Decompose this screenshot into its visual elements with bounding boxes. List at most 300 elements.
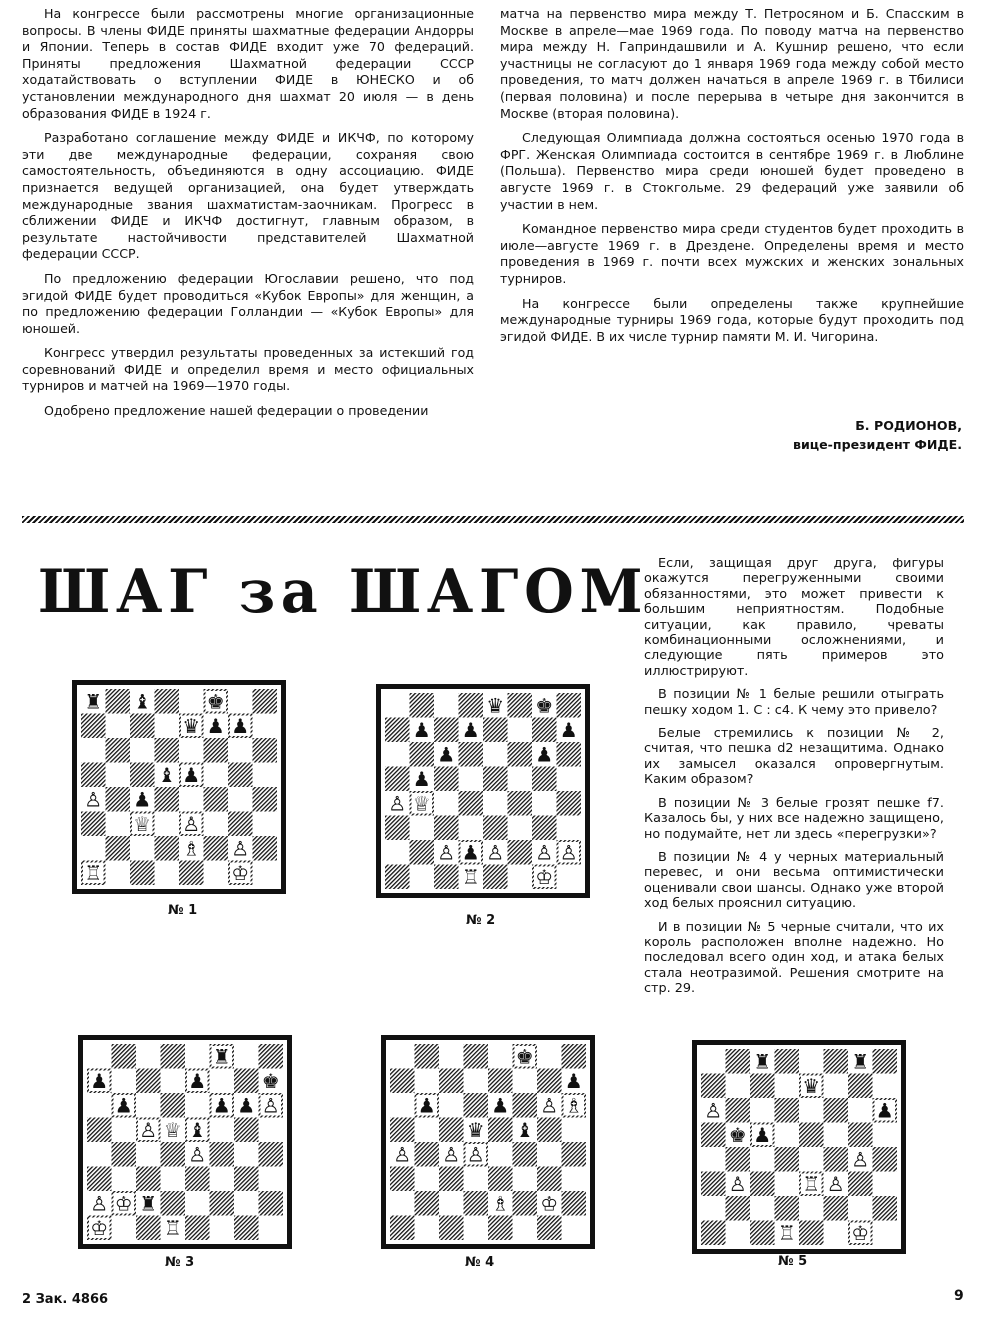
light-square [750, 1147, 775, 1172]
black-king-g8-icon: ♚ [535, 693, 554, 718]
dark-square [259, 1044, 284, 1069]
light-square [253, 714, 278, 739]
puzzle-description [644, 556, 944, 1005]
light-square [253, 812, 278, 837]
black-king-b5-icon: ♚ [728, 1122, 747, 1147]
light-square [385, 693, 410, 718]
puzzle-paragraph: Белые стремились к позиции № 2, считая, что пешка d2 незащитима. Однако их замысел оказался опровергнутым. Каким образом? [644, 726, 944, 788]
white-pawn-e4-icon: ♙ [188, 1142, 207, 1167]
dark-square [513, 1142, 538, 1167]
dark-square [410, 840, 435, 865]
dark-square [726, 1147, 751, 1172]
black-bishop-e5-icon: ♝ [188, 1117, 207, 1142]
light-square [253, 763, 278, 788]
light-square [106, 861, 131, 886]
light-square [848, 1098, 873, 1123]
light-square [537, 1142, 562, 1167]
light-square [557, 816, 582, 841]
dark-square [726, 1098, 751, 1123]
black-king-f8-icon: ♚ [206, 689, 225, 714]
light-square [112, 1118, 137, 1143]
dark-square [130, 763, 155, 788]
dark-square [848, 1074, 873, 1099]
light-square [136, 1044, 161, 1069]
white-king-g1-icon: ♔ [231, 860, 250, 885]
article-paragraph: Разработано соглашение между ФИДЕ и ИКЧФ, по которому эти две международные федерации, сохраняя свою самостоятельность, объединяются в одну ассоциацию. ФИДЕ признается ведущей организацией, она будет утверждать международные звания шахматистам-заочникам. Прогресс в сближении ФИДЕ и ИКЧФ достигнут, главным образом, в результате настойчивости представителей Шахматной федерации СССР. [22, 130, 474, 262]
dark-square [532, 816, 557, 841]
black-rook-c8-icon: ♜ [753, 1049, 772, 1074]
white-pawn-a4-icon: ♙ [393, 1142, 412, 1167]
white-pawn-a4-icon: ♙ [388, 791, 407, 816]
dark-square [410, 742, 435, 767]
dark-square [204, 836, 229, 861]
dark-square [390, 1118, 415, 1143]
light-square [799, 1098, 824, 1123]
black-queen-e7-icon: ♛ [182, 713, 201, 738]
chess-diagram-3 [78, 1035, 292, 1249]
white-pawn-c2-icon: ♙ [437, 840, 456, 865]
dark-square [701, 1123, 726, 1148]
dark-square [557, 742, 582, 767]
dark-square [537, 1216, 562, 1241]
dark-square [824, 1049, 849, 1074]
light-square [112, 1216, 137, 1241]
white-pawn-d4-icon: ♙ [466, 1142, 485, 1167]
white-pawn-a6-icon: ♙ [704, 1098, 723, 1123]
light-square [562, 1118, 587, 1143]
light-square [410, 816, 435, 841]
dark-square [775, 1098, 800, 1123]
dark-square [185, 1216, 210, 1241]
dark-square [87, 1167, 112, 1192]
light-square [112, 1167, 137, 1192]
light-square [210, 1069, 235, 1094]
diagram-caption: № 2 [466, 913, 496, 928]
dark-square [750, 1172, 775, 1197]
light-square [508, 865, 533, 890]
light-square [873, 1221, 898, 1246]
dark-square [562, 1191, 587, 1216]
dark-square [508, 791, 533, 816]
black-rook-f8-icon: ♜ [212, 1044, 231, 1069]
black-rook-g8-icon: ♜ [851, 1049, 870, 1074]
light-square [410, 865, 435, 890]
light-square [155, 861, 180, 886]
dark-square [557, 693, 582, 718]
light-square [253, 861, 278, 886]
dark-square [161, 1044, 186, 1069]
light-square [513, 1216, 538, 1241]
dark-square [155, 689, 180, 714]
dark-square [253, 738, 278, 763]
dark-square [204, 787, 229, 812]
dark-square [824, 1147, 849, 1172]
light-square [726, 1074, 751, 1099]
white-king-g2-icon: ♔ [540, 1191, 559, 1216]
white-king-a1-icon: ♔ [90, 1215, 109, 1240]
article-paragraph: На конгрессе были определены также крупнейшие международные турниры 1969 года, которые будут проходить под эгидой ФИДЕ. В их числе турнир памяти М. И. Чигорина. [500, 295, 964, 344]
light-square [873, 1172, 898, 1197]
white-pawn-f3-icon: ♙ [826, 1171, 845, 1196]
light-square [848, 1196, 873, 1221]
article-paragraph: На конгрессе были рассмотрены многие организационные вопросы. В члены ФИДЕ приняты шахматные федерации Андорры и Японии. Теперь в состав ФИДЕ входит уже 70 федераций. Приняты предложения Шахматной федерации СССР ходатайствовать о вступлении ФИДЕ в ЮНЕСКО и об установлении международного дня шахмат 20 июля — в день образования ФИДЕ в 1924 г. [22, 6, 474, 121]
light-square [508, 767, 533, 792]
light-square [873, 1123, 898, 1148]
dark-square [873, 1196, 898, 1221]
light-square [439, 1191, 464, 1216]
white-rook-d1-icon: ♖ [461, 864, 480, 889]
black-pawn-f6-icon: ♟ [212, 1093, 231, 1118]
light-square [483, 791, 508, 816]
white-pawn-c5-icon: ♙ [139, 1117, 158, 1142]
dark-square [112, 1044, 137, 1069]
light-square [234, 1191, 259, 1216]
diagram-caption: № 5 [778, 1254, 808, 1269]
chessboard [390, 1044, 586, 1240]
white-pawn-e2-icon: ♙ [486, 840, 505, 865]
light-square [508, 816, 533, 841]
white-rook-d1-icon: ♖ [777, 1220, 796, 1245]
dark-square [701, 1074, 726, 1099]
light-square [415, 1118, 440, 1143]
light-square [210, 1118, 235, 1143]
white-pawn-g2-icon: ♙ [231, 836, 250, 861]
white-pawn-c4-icon: ♙ [442, 1142, 461, 1167]
light-square [434, 791, 459, 816]
dark-square [873, 1049, 898, 1074]
black-queen-d5-icon: ♛ [466, 1117, 485, 1142]
light-square [259, 1216, 284, 1241]
light-square [415, 1167, 440, 1192]
dark-square [106, 787, 131, 812]
light-square [799, 1049, 824, 1074]
light-square [130, 738, 155, 763]
dark-square [385, 865, 410, 890]
black-pawn-h7-icon: ♟ [564, 1068, 583, 1093]
dark-square [824, 1098, 849, 1123]
black-pawn-h6-icon: ♟ [875, 1098, 894, 1123]
light-square [459, 816, 484, 841]
chess-diagram-2 [376, 684, 590, 898]
dark-square [81, 714, 106, 739]
black-queen-e8-icon: ♛ [486, 693, 505, 718]
black-king-f8-icon: ♚ [515, 1044, 534, 1069]
black-bishop-f5-icon: ♝ [515, 1117, 534, 1142]
white-queen-c3-icon: ♕ [133, 811, 152, 836]
dark-square [253, 787, 278, 812]
white-queen-b4-icon: ♕ [412, 791, 431, 816]
light-square [701, 1196, 726, 1221]
dark-square [106, 836, 131, 861]
light-square [155, 812, 180, 837]
dark-square [136, 1216, 161, 1241]
dark-square [434, 767, 459, 792]
white-pawn-g6-icon: ♙ [540, 1093, 559, 1118]
light-square [155, 714, 180, 739]
dark-square [434, 718, 459, 743]
dark-square [464, 1044, 489, 1069]
dark-square [106, 738, 131, 763]
dark-square [385, 718, 410, 743]
light-square [701, 1049, 726, 1074]
dark-square [112, 1142, 137, 1167]
dark-square [259, 1191, 284, 1216]
dark-square [848, 1172, 873, 1197]
dark-square [488, 1118, 513, 1143]
light-square [204, 763, 229, 788]
light-square [488, 1044, 513, 1069]
light-square [557, 767, 582, 792]
dark-square [750, 1221, 775, 1246]
black-pawn-b7-icon: ♟ [412, 717, 431, 742]
dark-square [799, 1221, 824, 1246]
white-pawn-b3-icon: ♙ [728, 1171, 747, 1196]
dark-square [701, 1221, 726, 1246]
dark-square [234, 1167, 259, 1192]
light-square [434, 693, 459, 718]
dark-square [439, 1118, 464, 1143]
light-square [824, 1123, 849, 1148]
white-pawn-a2-icon: ♙ [90, 1191, 109, 1216]
article-paragraph: Следующая Олимпиада должна состояться осенью 1970 года в ФРГ. Женская Олимпиада состоится в сентябре 1969 г. в Люблине (Польша). Первенство мира среди юношей будет проведено в августе 1969 г. в Стокгольме. 29 федераций уже заявили об участии в нем. [500, 130, 964, 212]
light-square [390, 1093, 415, 1118]
black-pawn-d2-icon: ♟ [461, 840, 480, 865]
dark-square [210, 1191, 235, 1216]
chessboard [701, 1049, 897, 1245]
dark-square [562, 1044, 587, 1069]
light-square [726, 1221, 751, 1246]
dark-square [390, 1069, 415, 1094]
black-king-h7-icon: ♚ [261, 1068, 280, 1093]
dark-square [557, 791, 582, 816]
light-square [130, 836, 155, 861]
light-square [439, 1093, 464, 1118]
black-rook-c2-icon: ♜ [139, 1191, 158, 1216]
light-square [81, 738, 106, 763]
light-square [488, 1142, 513, 1167]
dark-square [726, 1196, 751, 1221]
dark-square [508, 693, 533, 718]
light-square [464, 1069, 489, 1094]
black-pawn-a7-icon: ♟ [90, 1068, 109, 1093]
dark-square [410, 693, 435, 718]
chessboard [81, 689, 277, 885]
dark-square [136, 1167, 161, 1192]
white-bishop-e2-icon: ♗ [491, 1191, 510, 1216]
white-bishop-h6-icon: ♗ [564, 1093, 583, 1118]
light-square [775, 1074, 800, 1099]
dark-square [726, 1049, 751, 1074]
black-pawn-b5-icon: ♟ [412, 766, 431, 791]
diagram-caption: № 4 [465, 1255, 495, 1270]
light-square [87, 1044, 112, 1069]
light-square [81, 836, 106, 861]
dark-square [390, 1216, 415, 1241]
puzzle-paragraph: В позиции № 3 белые грозят пешке f7. Казалось бы, у них все надежно защищено, но подумайте, нет ли здесь «перегрузки»? [644, 795, 944, 842]
black-pawn-f7-icon: ♟ [206, 713, 225, 738]
dark-square [234, 1118, 259, 1143]
dark-square [259, 1142, 284, 1167]
dark-square [701, 1172, 726, 1197]
dark-square [537, 1118, 562, 1143]
black-pawn-g6-icon: ♟ [535, 742, 554, 767]
puzzle-paragraph: В позиции № 1 белые решили отыграть пешку ходом 1. С : c4. К чему это привело? [644, 687, 944, 718]
light-square [799, 1147, 824, 1172]
dark-square [488, 1167, 513, 1192]
light-square [185, 1191, 210, 1216]
black-rook-a8-icon: ♜ [84, 689, 103, 714]
light-square [210, 1216, 235, 1241]
dark-square [434, 865, 459, 890]
white-king-b2-icon: ♔ [114, 1191, 133, 1216]
black-pawn-e6-icon: ♟ [491, 1093, 510, 1118]
light-square [228, 787, 253, 812]
black-pawn-c5-icon: ♟ [753, 1122, 772, 1147]
dark-square [234, 1069, 259, 1094]
white-rook-e3-icon: ♖ [802, 1171, 821, 1196]
light-square [513, 1069, 538, 1094]
light-square [204, 861, 229, 886]
light-square [210, 1167, 235, 1192]
dark-square [775, 1147, 800, 1172]
light-square [185, 1044, 210, 1069]
black-pawn-e7-icon: ♟ [188, 1068, 207, 1093]
article-right-column [500, 6, 964, 353]
light-square [179, 689, 204, 714]
dark-square [537, 1069, 562, 1094]
dark-square [508, 742, 533, 767]
light-square [136, 1142, 161, 1167]
dark-square [415, 1044, 440, 1069]
black-pawn-g6-icon: ♟ [237, 1093, 256, 1118]
light-square [259, 1118, 284, 1143]
light-square [775, 1123, 800, 1148]
light-square [439, 1044, 464, 1069]
dark-square [415, 1191, 440, 1216]
diagram-caption: № 1 [168, 903, 198, 918]
white-rook-a1-icon: ♖ [84, 860, 103, 885]
light-square [415, 1216, 440, 1241]
dark-square [204, 738, 229, 763]
chessboard [385, 693, 581, 889]
page-number: 9 [954, 1288, 964, 1304]
white-pawn-g2-icon: ♙ [535, 840, 554, 865]
dark-square [385, 767, 410, 792]
dark-square [185, 1167, 210, 1192]
light-square [459, 767, 484, 792]
light-square [234, 1142, 259, 1167]
light-square [873, 1074, 898, 1099]
dark-square [464, 1191, 489, 1216]
black-pawn-g7-icon: ♟ [231, 713, 250, 738]
light-square [750, 1196, 775, 1221]
black-pawn-e5-icon: ♟ [182, 762, 201, 787]
white-queen-d5-icon: ♕ [163, 1117, 182, 1142]
light-square [259, 1167, 284, 1192]
diagram-caption: № 3 [165, 1255, 195, 1270]
dark-square [155, 787, 180, 812]
light-square [112, 1069, 137, 1094]
chess-diagram-1 [72, 680, 286, 894]
puzzle-paragraph: Если, защищая друг друга, фигуры окажутся перегруженными своими обязанностями, это может привести к большим неприятностям. Подобные ситуации, как правило, чреваты комбинационными осложнениями, и следующие пять примеров это иллюстрируют. [644, 556, 944, 679]
dark-square [253, 836, 278, 861]
light-square [204, 812, 229, 837]
light-square [701, 1147, 726, 1172]
dark-square [106, 689, 131, 714]
dark-square [130, 861, 155, 886]
light-square [234, 1044, 259, 1069]
light-square [464, 1216, 489, 1241]
dark-square [848, 1123, 873, 1148]
dark-square [799, 1123, 824, 1148]
light-square [136, 1093, 161, 1118]
light-square [508, 718, 533, 743]
dark-square [253, 689, 278, 714]
light-square [87, 1142, 112, 1167]
dark-square [459, 693, 484, 718]
dark-square [775, 1049, 800, 1074]
dark-square [161, 1191, 186, 1216]
light-square [87, 1093, 112, 1118]
signature-name: Б. РОДИОНОВ, [855, 418, 962, 433]
dark-square [513, 1093, 538, 1118]
light-square [106, 763, 131, 788]
light-square [483, 742, 508, 767]
light-square [799, 1196, 824, 1221]
dark-square [155, 738, 180, 763]
black-pawn-c4-icon: ♟ [133, 787, 152, 812]
puzzle-paragraph: И в позиции № 5 черные считали, что их король расположен вполне надежно. Но последовал всего один ход, и атака белых стала неотразимой. Решения смотрите на стр. 29. [644, 919, 944, 997]
dark-square [488, 1216, 513, 1241]
black-pawn-b6-icon: ♟ [417, 1093, 436, 1118]
light-square [179, 787, 204, 812]
dark-square [824, 1196, 849, 1221]
dark-square [81, 763, 106, 788]
article-paragraph: Одобрено предложение нашей федерации о проведении [44, 403, 429, 419]
article-paragraph: По предложению федерации Югославии решено, что под эгидой ФИДЕ будет проводиться «Кубок Европы» для женщин, а по предложению федерации Голландии — «Кубок Европы» для юношей. [22, 270, 474, 336]
light-square [750, 1098, 775, 1123]
dark-square [513, 1191, 538, 1216]
light-square [562, 1216, 587, 1241]
dark-square [537, 1167, 562, 1192]
dark-square [161, 1093, 186, 1118]
dark-square [459, 791, 484, 816]
dark-square [161, 1142, 186, 1167]
print-imprint: 2 Зак. 4866 [22, 1292, 109, 1307]
white-pawn-h2-icon: ♙ [559, 840, 578, 865]
chess-diagram-4 [381, 1035, 595, 1249]
dark-square [439, 1167, 464, 1192]
dark-square [81, 812, 106, 837]
light-square [390, 1191, 415, 1216]
light-square [106, 812, 131, 837]
light-square [415, 1069, 440, 1094]
black-bishop-c8-icon: ♝ [133, 689, 152, 714]
article-paragraph: Конгресс утвердил результаты проведенных за истекший год соревнований ФИДЕ и определил время и место официальных турниров и матчей на 1969—1970 годы. [22, 345, 474, 394]
dark-square [488, 1069, 513, 1094]
dark-square [532, 718, 557, 743]
article-paragraph: Командное первенство мира среди студентов будет проходить в июле—августе 1969 г. в Дрездене. Определены время и место проведения в 1969 г. почти всех мужских и женских зональных турниров. [500, 221, 964, 286]
dark-square [483, 718, 508, 743]
chessboard [87, 1044, 283, 1240]
dark-square [532, 767, 557, 792]
dark-square [210, 1142, 235, 1167]
dark-square [87, 1118, 112, 1143]
black-pawn-h7-icon: ♟ [559, 717, 578, 742]
light-square [161, 1069, 186, 1094]
dark-square [439, 1069, 464, 1094]
dark-square [562, 1142, 587, 1167]
